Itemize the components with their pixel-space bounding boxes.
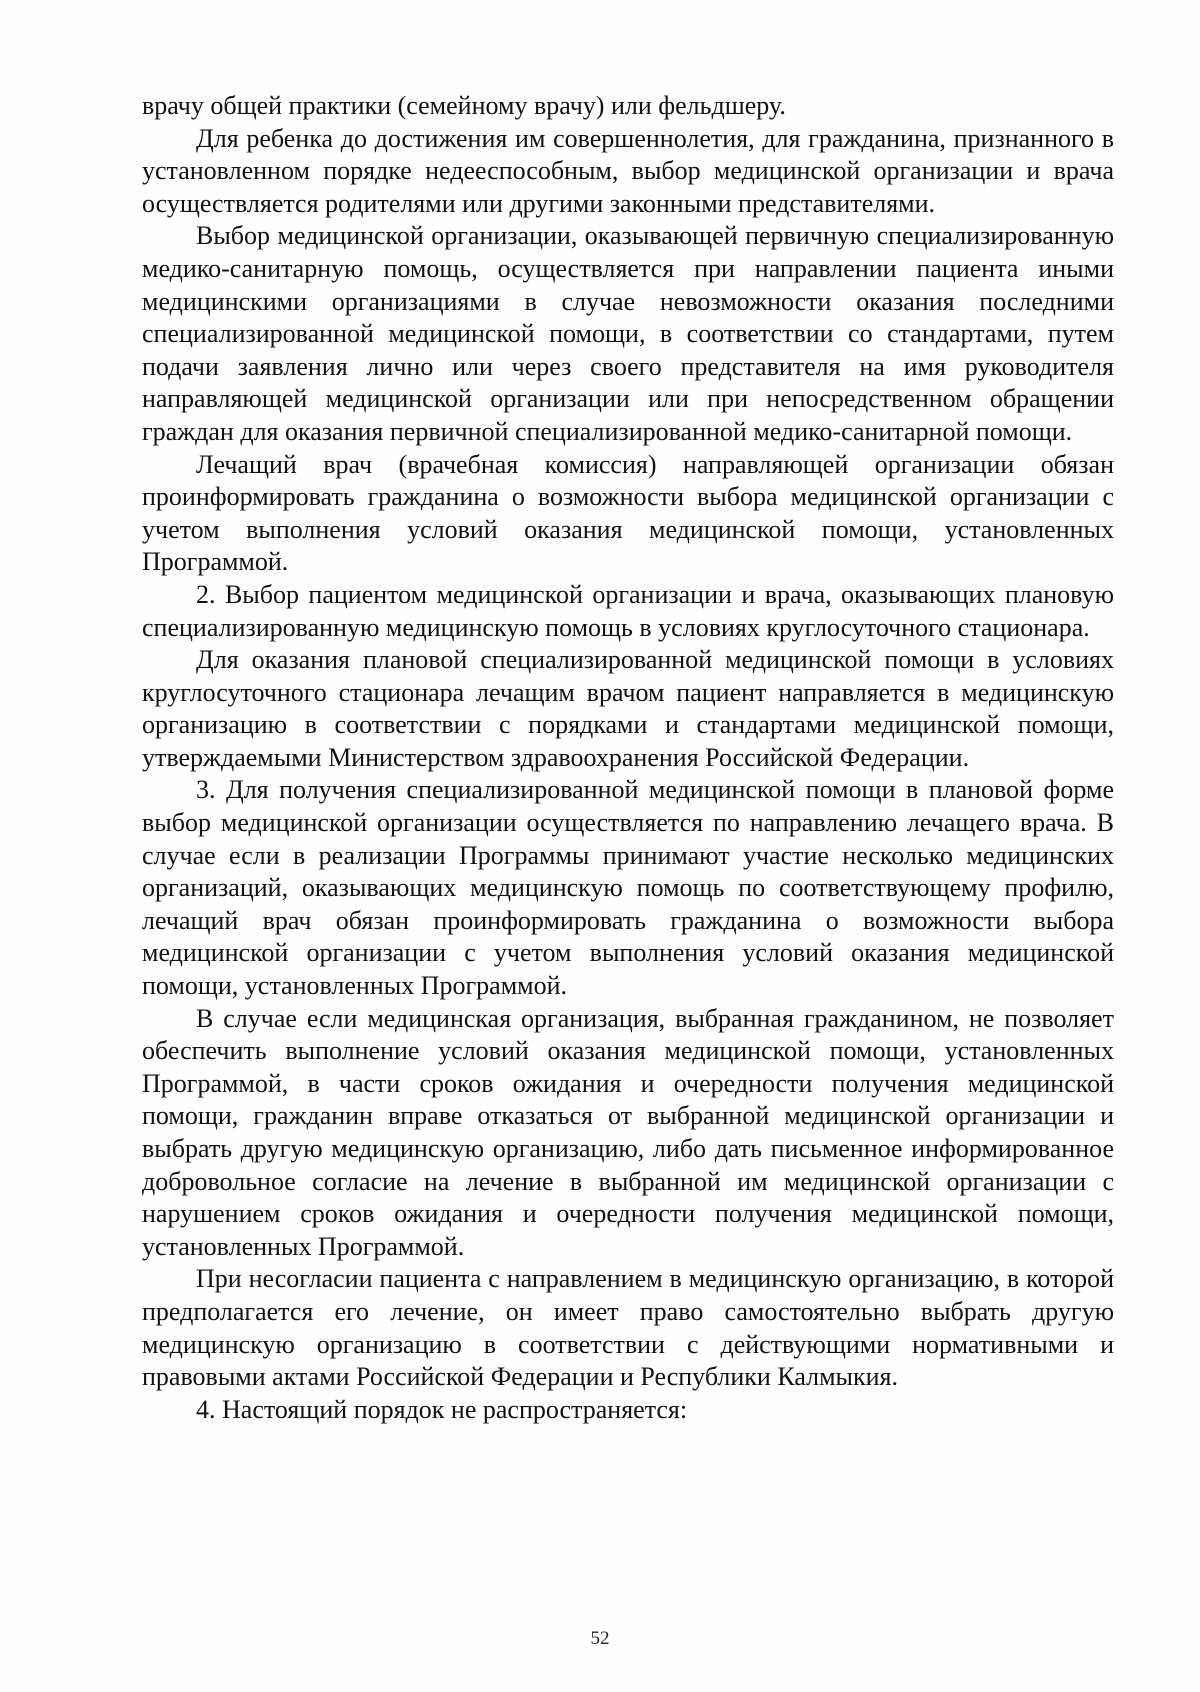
paragraph-8: В случае если медицинская организация, выбранная гражданином, не позволяет обеспечить выполнение условий оказания медицинской помощи, установленных Программой, в части сроков ожидания и очередности получения медицинской помощи, гражданин вправе отказаться от выбранной медицинской организации и выбрать другую медицинскую организацию, либо дать письменное информированное добровольное согласие на лечение в выбранной им медицинской организации с нарушением сроков ожидания и очередности получения медицинской помощи, установленных Программой. (142, 1003, 1114, 1261)
document-body (142, 90, 1114, 1426)
paragraph-2: Для ребенка до достижения им совершеннолетия, для гражданина, признанного в установленном порядке недееспособным, выбор медицинской организации и врача осуществляется родителями или другими законными представителями. (142, 123, 1114, 218)
paragraph-3: Выбор медицинской организации, оказывающей первичную специализированную медико-санитарную помощь, осуществляется при направлении пациента иными медицинскими организациями в случае невозможности оказания последними специализированной медицинской помощи, в соответствии со стандартами, путем подачи заявления лично или через своего представителя на имя руководителя направляющей медицинской организации или при непосредственном обращении граждан для оказания первичной специализированной медико-санитарной помощи. (142, 221, 1114, 446)
page-number: 52 (590, 1628, 610, 1649)
paragraph-6: Для оказания плановой специализированной медицинской помощи в условиях круглосуточного стационара лечащим врачом пациент направляется в медицинскую организацию в соответствии с порядками и стандартами медицинской помощи, утверждаемыми Министерством здравоохранения Российской Федерации. (142, 645, 1114, 772)
paragraph-1: врачу общей практики (семейному врачу) или фельдшеру. (142, 91, 786, 120)
paragraph-7: 3. Для получения специализированной медицинской помощи в плановой форме выбор медицинской организации осуществляется по направлению лечащего врача. В случае если в реализации Программы принимают участие несколько медицинских организаций, оказывающих медицинскую помощь по соответствующему профилю, лечащий врач обязан проинформировать гражданина о возможности выбора медицинской организации с учетом выполнения условий оказания медицинской помощи, установленных Программой. (142, 775, 1114, 1001)
paragraph-9: При несогласии пациента с направлением в медицинскую организацию, в которой предполагается его лечение, он имеет право самостоятельно выбрать другую медицинскую организацию в соответствии с действующими нормативными и правовыми актами Российской Федерации и Республики Калмыкия. (142, 1264, 1114, 1392)
paragraph-5: 2. Выбор пациентом медицинской организации и врача, оказывающих плановую специализированную медицинскую помощь в условиях круглосуточного стационара. (142, 579, 1114, 642)
paragraph-10: 4. Настоящий порядок не распространяется: (196, 1394, 688, 1424)
paragraph-4: Лечащий врач (врачебная комиссия) направляющей организации обязан проинформировать гражданина о возможности выбора медицинской организации с учетом выполнения условий оказания медицинской помощи, установленных Программой. (142, 449, 1114, 577)
